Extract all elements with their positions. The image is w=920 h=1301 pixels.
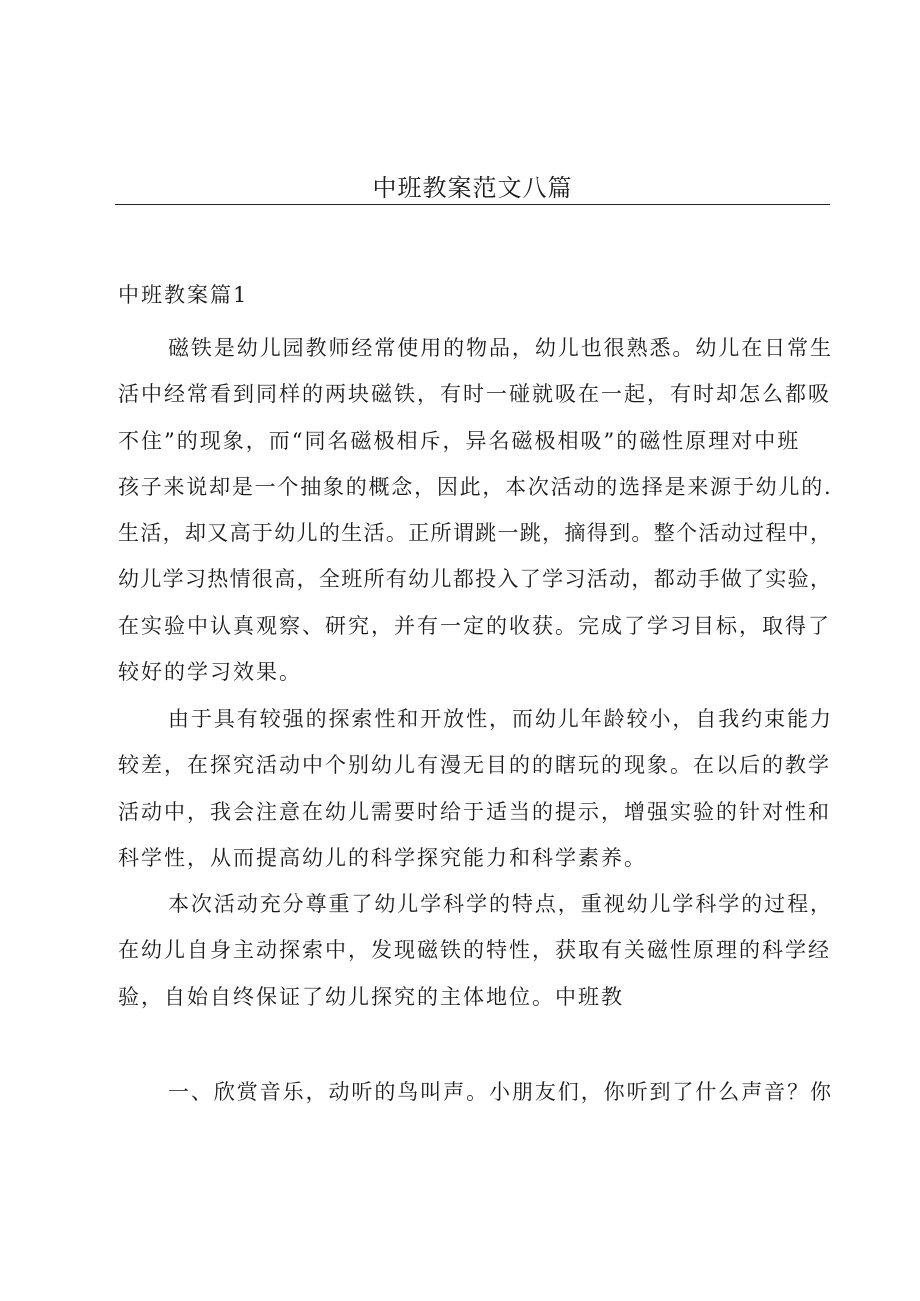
paragraph-line: 较差，在探究活动中个别幼儿有漫无目的的瞎玩的现象。在以后的教学 bbox=[118, 753, 831, 778]
title-underline-rule bbox=[115, 204, 830, 205]
paragraph-line: 孩子来说却是一个抽象的概念，因此，本次活动的选择是来源于幼儿的. bbox=[118, 474, 833, 499]
document-title: 中班教案范文八篇 bbox=[372, 174, 573, 202]
paragraph-line: 在幼儿自身主动探索中，发现磁铁的特性，获取有关磁性原理的科学经 bbox=[118, 938, 831, 963]
paragraph-line: 生活，却又高于幼儿的生活。正所谓跳一跳，摘得到。整个活动过程中， bbox=[118, 521, 833, 546]
paragraph-2 bbox=[118, 696, 833, 881]
paragraph-line: 活中经常看到同样的两块磁铁，有时一碰就吸在一起，有时却怎么都吸 bbox=[118, 382, 831, 407]
section-heading: 中班教案篇1 bbox=[118, 283, 249, 307]
paragraph-line: 本次活动充分尊重了幼儿学科学的特点，重视幼儿学科学的过程， bbox=[168, 892, 833, 916]
paragraph-line: 验，自始自终保证了幼儿探究的主体地位。中班教 bbox=[118, 984, 624, 1009]
paragraph-line: 幼儿学习热情很高，全班所有幼儿都投入了学习活动，都动手做了实验， bbox=[118, 567, 833, 592]
paragraph-line: 科学性，从而提高幼儿的科学探究能力和科学素养。 bbox=[118, 845, 647, 870]
paragraph-4 bbox=[118, 1069, 833, 1115]
paragraph-line: 一、欣赏音乐，动听的鸟叫声。小朋友们，你听到了什么声音？你 bbox=[168, 1080, 833, 1104]
paragraph-1 bbox=[118, 325, 833, 695]
paragraph-3 bbox=[118, 881, 833, 1020]
paragraph-line: 由于具有较强的探索性和开放性，而幼儿年龄较小，自我约束能力 bbox=[168, 707, 833, 731]
paragraph-line: 不住”的现象，而“同名磁极相斥，异名磁极相吸”的磁性原理对中班 bbox=[118, 428, 801, 453]
paragraph-line: 较好的学习效果。 bbox=[118, 660, 302, 685]
paragraph-line: 在实验中认真观察、研究，并有一定的收获。完成了学习目标，取得了 bbox=[118, 613, 831, 638]
paragraph-line: 磁铁是幼儿园教师经常使用的物品，幼儿也很熟悉。幼儿在日常生 bbox=[168, 336, 833, 360]
paragraph-line: 活动中，我会注意在幼儿需要时给于适当的提示，增强实验的针对性和 bbox=[118, 799, 831, 824]
